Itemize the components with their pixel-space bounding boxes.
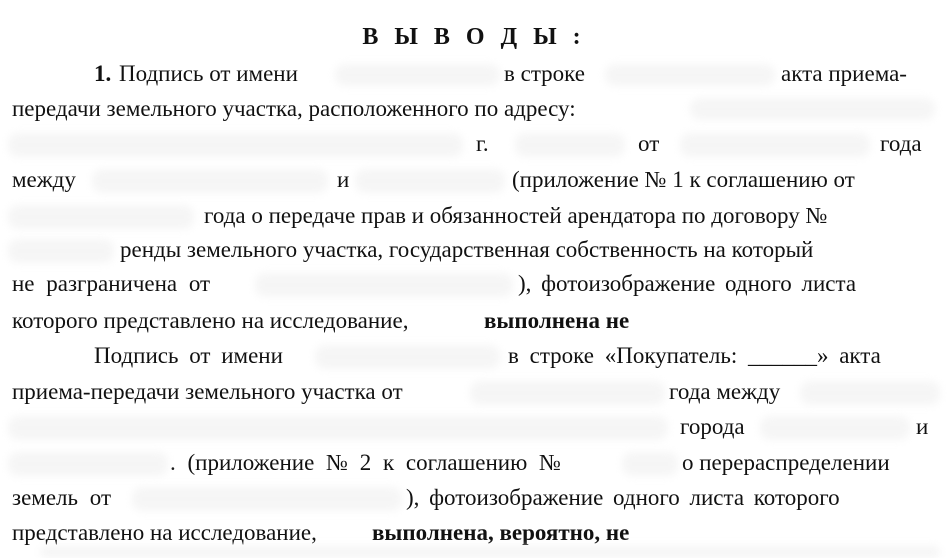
text-fragment: . (приложение № 2 к соглашению № — [170, 450, 561, 475]
text-fragment: года между — [669, 379, 781, 404]
redacted-area — [255, 273, 513, 297]
text-fragment: земель от — [12, 485, 112, 510]
paragraph-1-line-5: года о передаче прав и обязанностей арендатора по договору № — [204, 203, 828, 228]
text-fragment: приема-передачи земельного участка от — [12, 379, 403, 404]
text-fragment: в строке «Покупатель: ______» акта — [508, 343, 881, 368]
text-fragment: которого представлено на исследование, — [12, 308, 409, 333]
text-fragment: города — [680, 414, 745, 439]
emphasis-text: выполнена не — [484, 308, 630, 333]
redacted-area — [605, 64, 775, 86]
redacted-area — [800, 381, 940, 405]
redacted-area — [760, 416, 910, 440]
text-fragment: и — [337, 167, 350, 192]
text-fragment: ), фотоизображение одного листа которого — [406, 485, 840, 510]
redacted-area — [8, 205, 194, 229]
redacted-area — [92, 169, 328, 193]
redacted-area — [690, 98, 935, 120]
redacted-area — [315, 345, 500, 369]
redacted-area — [8, 239, 114, 263]
redacted-area — [40, 546, 940, 558]
paragraph-1-line-6: ренды земельного участка, государственная собственность на который — [120, 237, 814, 262]
redacted-area — [355, 169, 505, 193]
text-fragment: от — [638, 131, 660, 156]
text-fragment: года — [880, 131, 922, 156]
redacted-area — [8, 133, 463, 157]
text-fragment: не разграничена от — [12, 271, 211, 296]
redacted-area — [470, 381, 665, 405]
redacted-area — [622, 452, 678, 476]
text-fragment: между — [12, 167, 76, 192]
page-title: В Ы В О Д Ы : — [362, 24, 586, 50]
item-number: 1. — [94, 61, 112, 86]
text-fragment: г. — [476, 131, 489, 156]
redacted-area — [335, 64, 500, 86]
text-fragment: и — [916, 414, 929, 439]
redacted-area — [8, 452, 168, 476]
text-fragment: акта приема- — [781, 61, 907, 86]
text-fragment: ), фотоизображение одного листа — [518, 271, 857, 296]
redacted-area — [515, 133, 625, 157]
redacted-area — [132, 487, 402, 511]
text-fragment: (приложение № 1 к соглашению от — [512, 167, 855, 192]
text-fragment: представлено на исследование, — [12, 520, 317, 545]
paragraph-1-line-2: передачи земельного участка, расположенного по адресу: — [12, 96, 576, 121]
text-fragment: Подпись от имени — [94, 343, 283, 368]
redacted-area — [680, 133, 870, 157]
emphasis-text: выполнена, вероятно, не — [372, 520, 630, 545]
text-fragment: о перераспределении — [682, 450, 890, 475]
text-fragment: в строке — [504, 61, 585, 86]
text-fragment: Подпись от имени — [119, 61, 298, 86]
redacted-area — [8, 416, 668, 440]
